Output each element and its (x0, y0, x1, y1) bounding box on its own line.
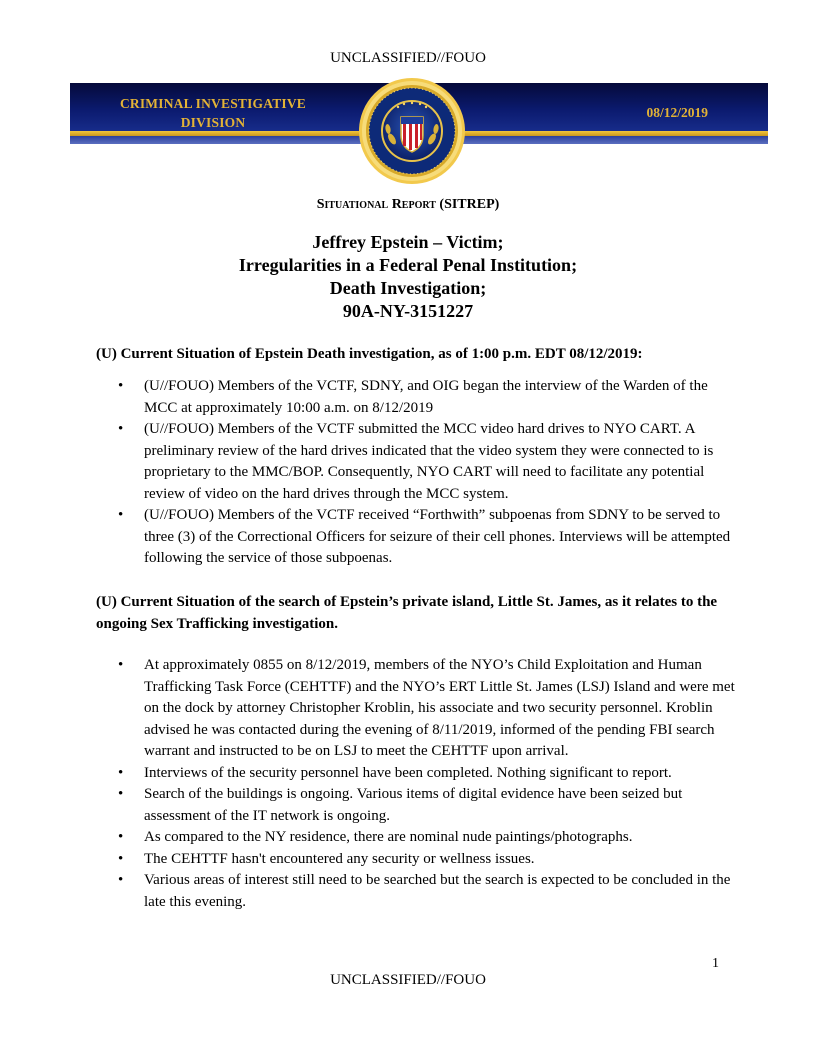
case-title-line: Irregularities in a Federal Penal Institution; (238, 255, 578, 275)
list-item: • Various areas of interest still need to be searched but the search is expected to be concluded in the late this evening. (96, 870, 736, 913)
list-item: • (U//FOUO) Members of the VCTF submitted the MCC video hard drives to NYO CART. A preliminary review of the hard drives indicated that the video system they were connected to is proprietary to the MMC/BOP. Consequently, NYO CART will need to facilitate any potential review of video on the hard drives through the MCC system. (96, 419, 736, 505)
list-item: • As compared to the NY residence, there are nominal nude paintings/photographs. (96, 827, 736, 849)
section-heading-death-investigation: (U) Current Situation of Epstein Death investigation, as of 1:00 p.m. EDT 08/12/2019: (96, 346, 643, 362)
report-type-abbrev: (SITREP) (439, 197, 500, 212)
island-search-bullets (96, 655, 736, 913)
report-type-words: Situational Report (316, 197, 436, 212)
fbi-seal-icon (352, 77, 472, 185)
classification-header: UNCLASSIFIED//FOUO (330, 50, 486, 66)
case-number: 90A-NY-3151227 (342, 301, 474, 321)
division-line-1: CRIMINAL INVESTIGATIVE (119, 96, 307, 111)
classification-footer: UNCLASSIFIED//FOUO (330, 972, 486, 988)
list-item: • Search of the buildings is ongoing. Various items of digital evidence have been seized but assessment of the IT network is ongoing. (96, 784, 736, 827)
division-line-2: DIVISION (180, 115, 246, 130)
list-item: • (U//FOUO) Members of the VCTF, SDNY, and OIG began the interview of the Warden of the MCC at approximately 10:00 a.m. on 8/12/2019 (96, 376, 736, 419)
case-title-line: Death Investigation; (329, 278, 487, 298)
list-item: • (U//FOUO) Members of the VCTF received “Forthwith” subpoenas from SDNY to be served to three (3) of the Correctional Officers for seizure of their cell phones. Interviews will be attempted following the service of those subpoenas. (96, 505, 736, 570)
page-number: 1 (712, 956, 719, 971)
list-item: • Interviews of the security personnel have been completed. Nothing significant to report. (96, 763, 736, 785)
seal-shield (401, 117, 423, 152)
case-title (0, 231, 816, 323)
death-investigation-bullets (96, 376, 736, 570)
section-heading-island-search: (U) Current Situation of the search of Epstein’s private island, Little St. James, as it relates to the ongoing Sex Trafficking investigation. (96, 594, 718, 632)
case-title-line: Jeffrey Epstein – Victim; (312, 232, 504, 252)
report-date: 08/12/2019 (646, 105, 708, 120)
list-item: • At approximately 0855 on 8/12/2019, members of the NYO’s Child Exploitation and Human Trafficking Task Force (CEHTTF) and the NYO’s ERT Little St. James (LSJ) Island and were met on the dock by attorney Christopher Kroblin, his associate and two security personnel. Kroblin advised he was contacted during the evening of 8/11/2019, informed of the pending FBI search warrant and instructed to be on LSJ to meet the CEHTTF upon arrival. (96, 655, 736, 763)
report-type-title (0, 197, 816, 213)
list-item: • The CEHTTF hasn't encountered any security or wellness issues. (96, 849, 736, 871)
division-name (108, 94, 318, 132)
